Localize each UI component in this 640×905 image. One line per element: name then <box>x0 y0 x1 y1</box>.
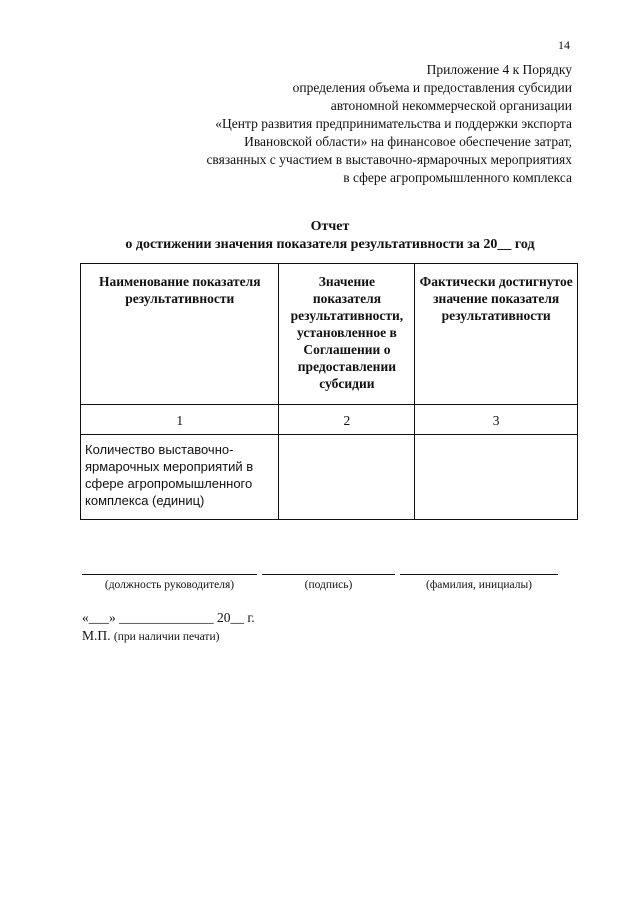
header-indicator-name: Наименование показателя результативности <box>81 264 279 405</box>
header-planned-value: Значение показателя результативности, установленное в Соглашении о предоставлении субсидии <box>279 264 415 405</box>
table-row <box>81 435 578 520</box>
planned-value-cell <box>279 435 415 520</box>
appendix-line: «Центр развития предпринимательства и поддержки экспорта <box>215 116 572 131</box>
appendix-line: Приложение 4 к Порядку <box>426 62 572 77</box>
report-title: Отчет <box>310 219 350 234</box>
signature-line <box>262 574 395 575</box>
header-actual-value: Фактически достигнутое значение показателя результативности <box>415 264 578 405</box>
indicator-name-cell: Количество выставочно-ярмарочных мероприятий в сфере агропромышленного комплекса (единиц) <box>81 435 279 520</box>
position-signature-line <box>82 574 257 575</box>
appendix-line: связанных с участием в выставочно-ярмарочных мероприятиях <box>206 152 572 167</box>
report-title-block <box>0 218 640 254</box>
column-number: 2 <box>279 405 415 435</box>
table-header-row <box>81 264 578 405</box>
name-label: (фамилия, инициалы) <box>425 579 533 591</box>
report-table <box>80 263 578 520</box>
stamp-label: М.П. <box>82 628 111 643</box>
name-signature-line <box>400 574 558 575</box>
table-number-row <box>81 405 578 435</box>
signature-label: (подпись) <box>304 579 353 591</box>
actual-value-cell <box>415 435 578 520</box>
appendix-line: автономной некоммерческой организации <box>330 98 572 113</box>
column-number: 3 <box>415 405 578 435</box>
appendix-line: определения объема и предоставления субсидии <box>292 80 572 95</box>
position-label: (должность руководителя) <box>104 579 235 591</box>
appendix-header <box>112 61 572 187</box>
stamp-line <box>82 628 219 644</box>
appendix-line: Ивановской области» на финансовое обеспечение затрат, <box>244 134 572 149</box>
page-number: 14 <box>558 38 570 52</box>
stamp-note: (при наличии печати) <box>113 631 220 643</box>
report-subtitle: о достижении значения показателя результативности за 20__ год <box>125 237 535 252</box>
appendix-line: в сфере агропромышленного комплекса <box>343 170 572 185</box>
column-number: 1 <box>81 405 279 435</box>
date-line: «___» ______________ 20__ г. <box>82 610 255 625</box>
